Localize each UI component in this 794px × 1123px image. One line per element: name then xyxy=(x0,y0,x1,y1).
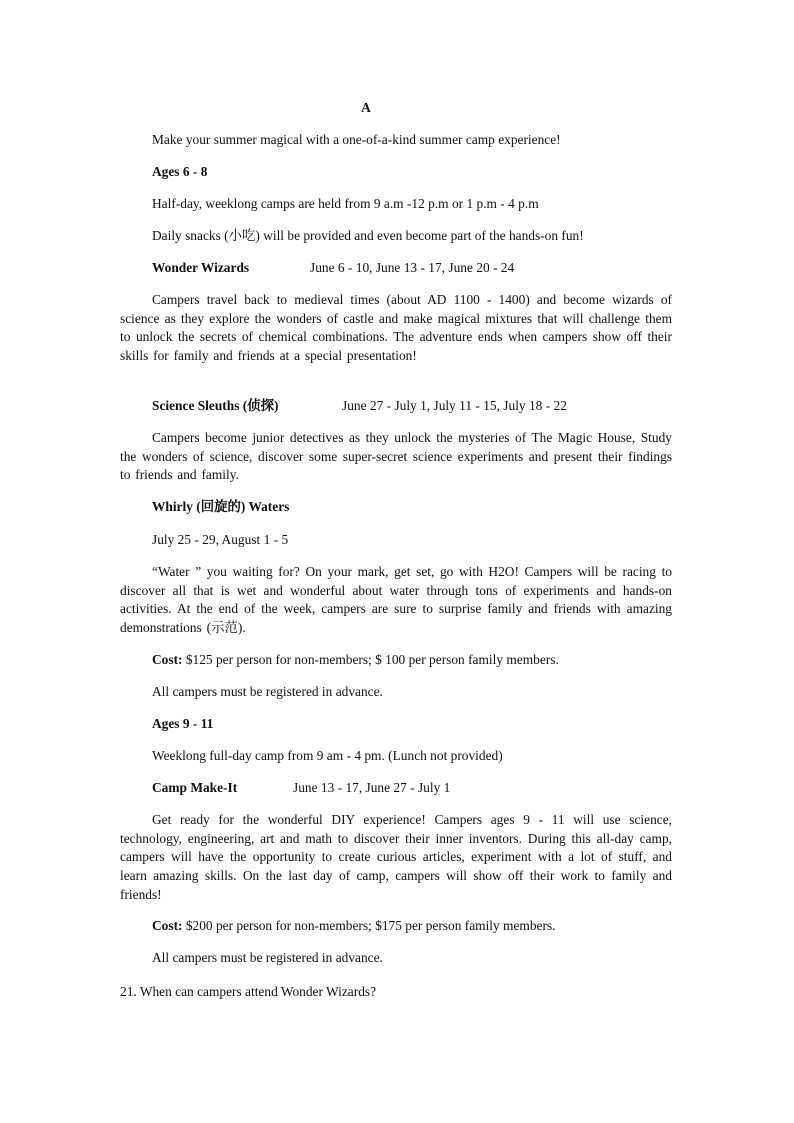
cost-value: $125 per person for non-members; $ 100 per person family members. xyxy=(182,652,559,667)
camp-description-wonder-wizards: Campers travel back to medieval times (about AD 1100 - 1400) and become wizards of science as they explore the wonders of castle and make magical mixtures that will challenge them to unlock the secrets of chemical combinations. The adventure ends when campers show off their skills for family and friends at a special presentation! xyxy=(120,292,672,364)
camp-description-science-sleuths: Campers become junior detectives as they unlock the mysteries of The Magic House, Study the wonders of science, discover some super-secret science experiments and present their findings to friends and family. xyxy=(120,430,672,483)
cost-line-6-8 xyxy=(152,651,559,670)
camp-description-make-it: Get ready for the wonderful DIY experience! Campers ages 9 - 11 will use science, technology, engineering, art and math to discover their inner inventors. During this all-day camp, campers will have the opportunity to create curious articles, experiment with a lot of stuff, and learn amazing skills. On the last day of camp, campers will show off their work to family and friends! xyxy=(120,812,672,902)
camp-name-whirly-waters: Whirly (回旋的) Waters xyxy=(152,499,290,514)
camp-name-wonder-wizards: Wonder Wizards xyxy=(152,260,250,275)
cost-label: Cost: xyxy=(152,652,183,667)
section-letter: A xyxy=(361,100,371,115)
cost-label: Cost: xyxy=(152,918,183,933)
registration-note-9-11: All campers must be registered in advance. xyxy=(152,950,383,965)
snacks-text: Daily snacks (小吃) will be provided and even become part of the hands-on fun! xyxy=(152,228,584,243)
camp-name-make-it: Camp Make-It xyxy=(152,780,238,795)
schedule-text-9-11: Weeklong full-day camp from 9 am - 4 pm. (Lunch not provided) xyxy=(152,748,503,763)
camp-dates-wonder-wizards: June 6 - 10, June 13 - 17, June 20 - 24 xyxy=(310,260,515,275)
schedule-text-6-8: Half-day, weeklong camps are held from 9 a.m -12 p.m or 1 p.m - 4 p.m xyxy=(152,196,539,211)
registration-note-6-8: All campers must be registered in advance. xyxy=(152,684,383,699)
camp-dates-science-sleuths: June 27 - July 1, July 11 - 15, July 18 - 22 xyxy=(342,398,567,413)
age-group-heading-6-8: Ages 6 - 8 xyxy=(152,164,208,179)
cost-value: $200 per person for non-members; $175 per person family members. xyxy=(182,918,556,933)
camp-dates-whirly-waters: July 25 - 29, August 1 - 5 xyxy=(152,532,289,547)
camp-name-science-sleuths: Science Sleuths (侦探) xyxy=(152,398,279,413)
camp-dates-make-it: June 13 - 17, June 27 - July 1 xyxy=(293,780,451,795)
camp-description-whirly-waters: “Water ” you waiting for? On your mark, get set, go with H2O! Campers will be racing to discover all that is wet and wonderful about water through tons of experiments and hands-on activities. At the end of the week, campers are sure to surprise family and friends with amazing demonstrations (示范). xyxy=(120,564,672,636)
cost-line-9-11 xyxy=(152,917,555,936)
age-group-heading-9-11: Ages 9 - 11 xyxy=(152,716,214,731)
intro-text: Make your summer magical with a one-of-a-kind summer camp experience! xyxy=(152,132,561,147)
question-21: 21. When can campers attend Wonder Wizards? xyxy=(120,984,377,999)
